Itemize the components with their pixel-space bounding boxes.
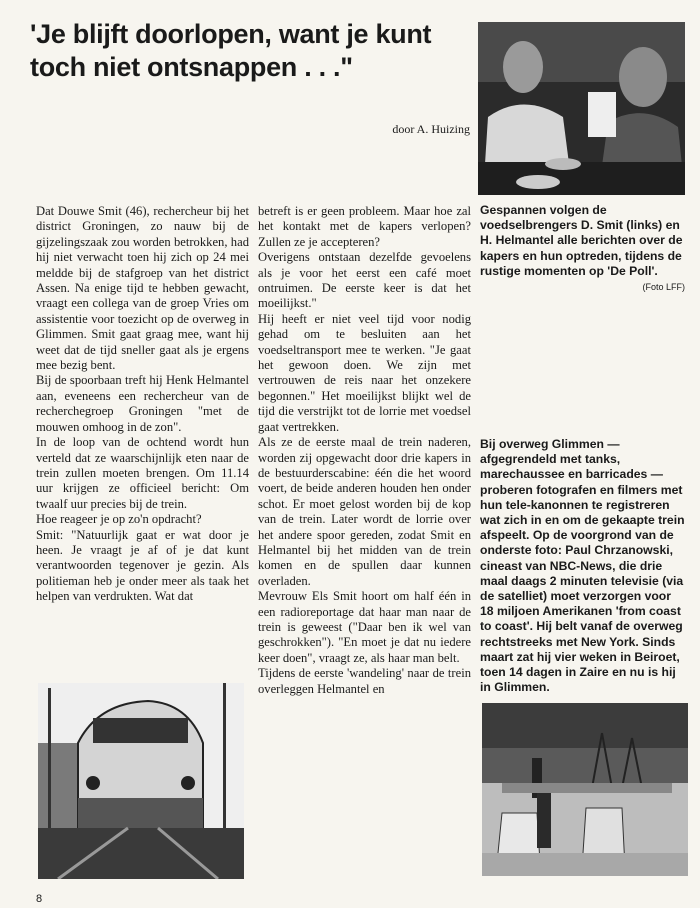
- photo-caption-top: Gespannen volgen de voedselbrengers D. Smit (links) en H. Helmantel alle berichten over de kapers en hun optreden, tijdens de rustige momenten op 'De Poll'.: [480, 203, 683, 278]
- headline: 'Je blijft doorlopen, want je kunt toch niet ontsnappen . . .": [30, 19, 432, 82]
- paragraph: Tijdens de eerste 'wandeling' naar de trein overleggen Helmantel en: [258, 666, 471, 696]
- paragraph: betreft is er geen probleem. Maar hoe zal het kontakt met de kapers verlopen? Zullen ze je accepteren?: [258, 204, 471, 249]
- paragraph: Bij de spoorbaan treft hij Henk Helmantel aan, eveneens een rechercheur van de recherchegroep Groningen "met de mouwen omhoog in de zon".: [36, 373, 249, 434]
- paragraph: Smit: "Natuurlijk gaat er wat door je heen. Je vraagt je af of je dat kunt verantwoorden tegenover je gezin. Als politieman heb je onder meer als taak het helpen van verdrukten. Wat dat: [36, 527, 249, 604]
- photo-food-bringers: [478, 22, 685, 195]
- paragraph: Hij heeft er niet veel tijd voor nodig gehad om te besluiten aan het voedseltransport mee te werken. "Je gaat het gewoon doen. We zijn met vertrouwen de reis naar het onzekere begonnen." Het moeilijkst blijkt wel de tijd die verstrijkt tot de lorrie met voedsel gaat vertrekken.: [258, 311, 471, 434]
- paragraph: Mevrouw Els Smit hoort om half één in een radioreportage dat haar man naar de trein is geweest ("Daar ben ik wel van geschrokken"). "En moet je dat nu iedere keer doen", vraagt ze, als haar man belt.: [258, 589, 471, 665]
- photo-train: [38, 683, 244, 879]
- paragraph: Overigens ontstaan dezelfde gevoelens als je voor het eerst een café moet ontruimen. De eerste keer is dat het moeilijkst.": [258, 250, 471, 311]
- paragraph: Hoe reageer je op zo'n opdracht?: [36, 512, 202, 527]
- paragraph: Dat Douwe Smit (46), rechercheur bij het district Groningen, zo nauw bij de gijzelingszaak zou worden betrokken, had hij niet verwacht toen hij zich op 24 mei meldde bij de stafgroep van het district Assen. Na enige tijd te hebben gewacht, vraagt een collega van de groep Vries om assistentie voor toezicht op de overweg in Glimmen. Smit gaat graag mee, want hij weet dat de tijd sneller gaat als je ergens mee bezig bent.: [36, 204, 249, 373]
- photo-cameramen: [482, 703, 688, 876]
- byline: door A. Huizing: [392, 122, 470, 136]
- photo-credit: (Foto LFF): [642, 282, 685, 292]
- page-number: 8: [36, 893, 43, 905]
- paragraph: Als ze de eerste maal de trein naderen, worden zij opgewacht door drie kapers in de bestuurderscabine: één die het woord voert, de beide anderen houden hen onder schot. Er moet gelost worden bij de kop van de trein. Later wordt de lorrie over het andere spoor gereden, zodat Smit en Helmantel bij het midden van de trein komen en de spullen daar kunnen overladen.: [258, 435, 471, 588]
- paragraph: In de loop van de ochtend wordt hun verteld dat ze waarschijnlijk eten naar de trein zullen moeten brengen. Om 11.14 uur krijgen ze officieel bericht: Om twaalf uur precies bij de trein.: [36, 435, 249, 511]
- article-column-2: [258, 204, 471, 697]
- article-column-1: [36, 204, 249, 605]
- photo-caption-bottom: Bij overweg Glimmen — afgegrendeld met tanks, marechaussee en barricades — proberen fotografen en filmers met hun tele-kanonnen te registreren wat zich in en om de gekaapte trein afspeelt. Op de voorgrond van de onderste foto: Paul Chrzanowski, cineast van NBC-News, die drie maal daags 2 minuten televisie (via de satelliet) moet verzorgen voor 18 miljoen Amerikanen 'from coast to coast'. Hij belt vanaf de overweg rechtstreeks met New York. Sinds maart zat hij vier weken in Beiroet, toen 14 dagen in Zaire en nu is hij in Glimmen.: [480, 437, 685, 695]
